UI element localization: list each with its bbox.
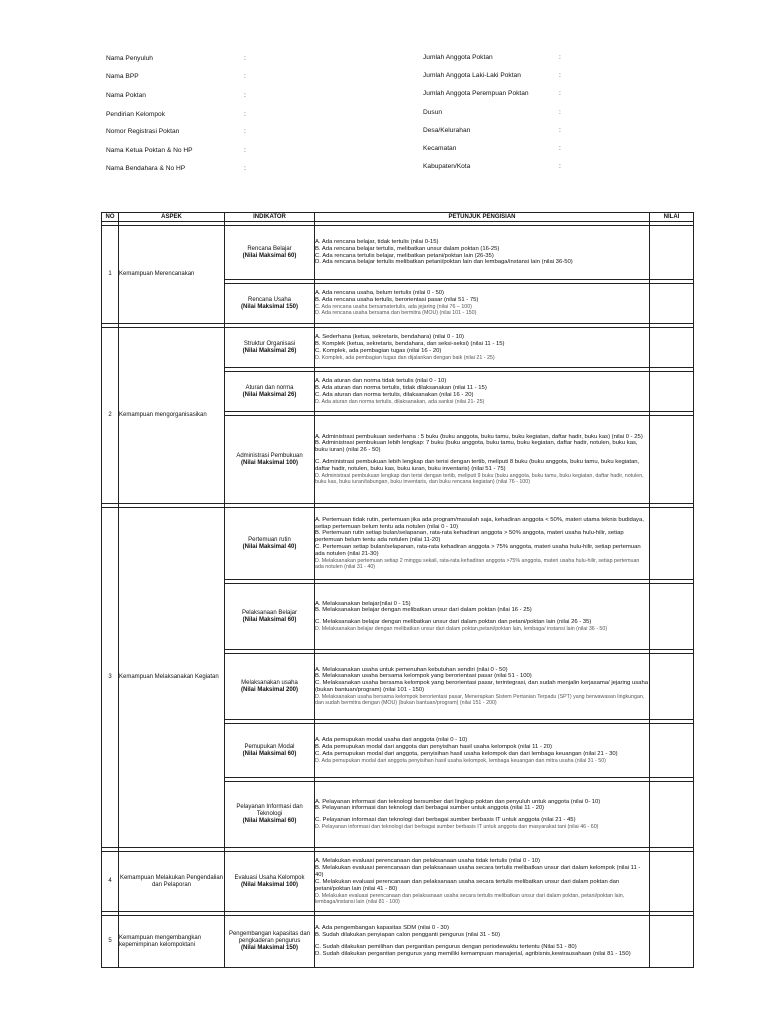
petunjuk-cell [315, 782, 650, 848]
criteria-item: C. Ada pemupukan modal dari anggota, penyisihan hasil usaha kelompok dan dari lembaga keuangan (nilai 21 - 30) [315, 750, 618, 757]
indikator-cell [225, 916, 315, 968]
indikator-cell [225, 284, 315, 324]
criteria-item: A. Melakukan evaluasi perencanaan dan pelaksanaan usaha tidak tertulis (nilai 0 - 10) [315, 858, 540, 865]
field-label: Dusun [423, 109, 443, 116]
indikator-cell [225, 654, 315, 720]
indikator-name: Pertemuan rutin [248, 536, 291, 543]
field-colon: : [559, 90, 561, 97]
petunjuk-cell [315, 226, 650, 280]
indikator-name: Pelayanan Informasi dan Teknologi [236, 804, 303, 818]
nilai-cell[interactable] [650, 852, 694, 912]
criteria-item: A. Melaksanakan belajar(nilai 0 - 15) [315, 600, 411, 607]
criteria-item: D. Komplek, ada pembagian tugas dan dijalankan dengan baik (nilai 21 - 25) [315, 354, 495, 361]
table-row [102, 508, 694, 580]
indikator-name: Pengembangan kapasitas dan pengkaderan pengurus [228, 931, 311, 945]
criteria-item: D. Ada rencana usaha bersama dan bermitra (MOU) (nilai 101 - 150) [315, 310, 477, 317]
indikator-max: (Nilai Maksimal 200) [240, 686, 299, 693]
indikator-max: (Nilai Maksimal 40) [242, 543, 297, 550]
petunjuk-cell [315, 584, 650, 650]
nilai-cell[interactable] [650, 416, 694, 504]
row-number: 5 [102, 916, 119, 968]
field-label: Desa/Kelurahan [423, 127, 471, 134]
criteria-item: D. Melakukan evaluasi perencanaan dan pelaksanaan usaha secara tertulis melibatkan unsur dari dalam poktan, petani/poktan lain, lembaga/instansi lain (nilai 81 - 100) [315, 892, 625, 905]
header-aspek: ASPEK [119, 213, 225, 222]
criteria-item: B. Sudah dilakukan penyiapan calon pengganti pengurus (nilai 31 - 50) [315, 932, 501, 939]
nilai-cell[interactable] [650, 328, 694, 368]
petunjuk-cell [315, 852, 650, 912]
header-nilai: NILAI [650, 213, 694, 222]
indikator-name: Pelaksanaan Belajar [241, 609, 298, 616]
header-indikator: INDIKATOR [225, 213, 315, 222]
field-colon: : [244, 55, 246, 62]
table-row [102, 328, 694, 368]
nilai-cell[interactable] [650, 724, 694, 778]
petunjuk-cell [315, 372, 650, 412]
criteria-item: D. Ada aturan dan norma tertulis, dilaksanakan, ada sanksi (nilai 21- 25) [315, 398, 485, 405]
indikator-cell [225, 372, 315, 412]
field-colon: : [559, 109, 561, 116]
criteria-item: A. Melaksanakan usaha untuk pemenuhan kebutuhan sendiri (nilai 0 - 50) [315, 666, 508, 673]
petunjuk-cell [315, 724, 650, 778]
criteria-item: A. Ada pemupukan modal usaha dari anggota (nilai 0 - 10) [315, 737, 468, 744]
petunjuk-cell [315, 654, 650, 720]
indikator-name: Aturan dan norma [245, 384, 294, 391]
criteria-item: C. Ada rencana usaha bersamatertulis, ada jejaring (nilai 76 – 100) [315, 304, 472, 311]
table-row [102, 226, 694, 280]
indikator-max: (Nilai Maksimal 100) [240, 881, 299, 888]
indikator-max: (Nilai Maksimal 150) [240, 303, 299, 310]
field-label: Nama BPP [106, 73, 139, 80]
field-label: Kecamatan [423, 145, 457, 152]
field-colon: : [244, 92, 246, 99]
indikator-name: Rencana Belajar [247, 245, 292, 252]
indikator-cell [225, 226, 315, 280]
field-label: Pendirian Kelompok [106, 111, 166, 118]
indikator-name: Administrasi Pembukuan [236, 452, 303, 459]
field-label: Nama Bendahara & No HP [106, 165, 186, 172]
table-row [102, 916, 694, 968]
criteria-item: B. Ada aturan dan norma tertulis, tidak dilaksanakan (nilai 11 - 15) [315, 384, 487, 391]
aspek-cell: Kemampuan mengembangkan kepemimpinan kelompoktani [119, 916, 225, 968]
indikator-max: (Nilai Maksimal 60) [242, 252, 297, 259]
field-label: Nama Ketua Poktan & No HP [106, 147, 193, 154]
indikator-max: (Nilai Maksimal 60) [242, 817, 297, 824]
criteria-item: D. Ada pemupukan modal dari anggota penyisihan hasil usaha kelompok, lembaga keuangan dan mitra usaha (nilai 31 - 50) [315, 757, 606, 764]
nilai-cell[interactable] [650, 284, 694, 324]
field-label: Jumlah Anggota Perempuan Poktan [423, 90, 529, 97]
table-header-row [102, 213, 694, 222]
row-number: 4 [102, 852, 119, 912]
aspek-cell: Kemampuan mengorganisasikan [119, 328, 225, 504]
nilai-cell[interactable] [650, 584, 694, 650]
field-label: Nama Penyuluh [106, 55, 153, 62]
indikator-name: Rencana Usaha [247, 296, 292, 303]
indikator-max: (Nilai Maksimal 60) [242, 750, 297, 757]
indikator-max: (Nilai Maksimal 100) [240, 459, 299, 466]
criteria-item: A. Ada rencana usaha, belum tertulis (nilai 0 - 50) [315, 290, 445, 297]
field-label: Kabupaten/Kota [423, 163, 471, 170]
header-petunjuk: PETUNJUK PENGISIAN [315, 213, 650, 222]
field-colon: : [244, 147, 246, 154]
header-no: NO [102, 213, 119, 222]
indikator-cell [225, 724, 315, 778]
assessment-table [101, 212, 694, 968]
criteria-item: A. Ada rencana belajar, tidak tertulis (nilai 0-15) [315, 238, 439, 245]
indikator-name: Melaksanakan usaha [241, 679, 298, 686]
indikator-cell [225, 852, 315, 912]
criteria-item: B. Melaksanakan usaha bersama kelompok yang berorientasi pasar (nilai 51 - 100) [315, 673, 532, 680]
row-number: 3 [102, 508, 119, 848]
aspek-cell: Kemampuan Melakukan Pengendalian dan Pelaporan [119, 852, 225, 912]
indikator-name: Pemupukan Modal [244, 743, 295, 750]
row-number: 2 [102, 328, 119, 504]
field-colon: : [559, 54, 561, 61]
field-label: Nama Poktan [106, 92, 146, 99]
petunjuk-cell [315, 916, 650, 968]
indikator-cell [225, 782, 315, 848]
criteria-item: B. Melakukan evaluasi perencanaan dan pelaksanaan usaha secara tertulis melibatkan unsur dari dalam kelompok (nilai 11 - 40) [315, 864, 641, 878]
criteria-item: C. Pertemuan setiap bulan/selapanan, rata-rata kehadiran anggota > 75% anggota, materi usaha hulu-hilir, setiap pertemuan ada notulen (nilai 21-30) [315, 544, 641, 558]
criteria-item: D. Pelayanan informasi dan teknologi dari berbagai sumber berbasis IT untuk anggota dan masyarakat tani (nilai 46 - 60) [315, 824, 599, 831]
criteria-item: A. Pertemuan tidak rutin, pertemuan jika ada program/masalah saja, kehadiran anggota < 50%, materi utama teknis budidaya, setiap pertemuan belum tentu ada notulen (nilai 0 - 10) [315, 516, 644, 530]
field-colon: : [559, 127, 561, 134]
criteria-item: B. Pelayanan informasi dan teknologi dari berbagai sumber untuk anggota (nilai 11 - 20) [315, 805, 545, 812]
criteria-item: A. Ada pengembangan kapasitas SDM (nilai 0 - 30) [315, 925, 449, 932]
criteria-item: C. Melakukan evaluasi perencanaan dan pelaksanaan usaha secara tertulis melibatkan unsur dari dalam poktan dan petani/poktan lain (nilai 41 - 80) [315, 878, 620, 892]
field-label: Jumlah Anggota Poktan [423, 54, 493, 61]
criteria-item: C. Sudah dilakukan pemilihan dan pergantian pengurus dengan periodewaktu tertentu (Nilai 51 - 80) [315, 944, 577, 950]
nilai-cell[interactable] [650, 654, 694, 720]
criteria-item: D. Melaksanakan usaha bersama kelompok berorientasi pasar, Menerapkan Sistem Pertanian Terpadu (SPT) yang berwawasan lingkungan, dan sudah bermitra dengan (MOU) (bukan bantuan/program) (nilai 151 - 200) [315, 694, 645, 707]
criteria-item: B. Melaksanakan belajar dengan melibatkan unsur dari dalam poktan (nilai 16 - 25) [315, 607, 532, 614]
criteria-item: C. Ada rencana tertulis belajar, melibatkan petani/poktan lain (26-35) [315, 252, 494, 259]
indikator-max: (Nilai Maksimal 150) [240, 944, 299, 951]
criteria-item: B. Ada pemupukan modal dari anggota dan penyisihan hasil usaha kelompok (nilai 11 - 20) [315, 743, 552, 750]
field-colon: : [559, 72, 561, 79]
criteria-item: D. Melaksanakan belajar dengan melibatkan unsur dari dalam poktan,petani/poktan lain, lembaga/ instansi lain (nilai 36 - 50) [315, 626, 608, 633]
petunjuk-cell [315, 284, 650, 324]
table-row [102, 852, 694, 912]
indikator-cell [225, 328, 315, 368]
criteria-item: A. Ada aturan dan norma tidak tertulis (nilai 0 - 10) [315, 378, 447, 385]
criteria-item: A. Administrasi pembukuan sederhana : 5 buku (buku anggota, buku tamu, buku kegiatan, daftar hadir, buku kas) (nilai 0 - 25) [315, 433, 643, 440]
petunjuk-cell [315, 416, 650, 504]
nilai-cell[interactable] [650, 226, 694, 280]
criteria-item: B. Ada rencana belajar tertulis, melibatkan unsur dalam poktan (16-25) [315, 245, 500, 252]
criteria-item: B. Pertemuan rutin setiap bulan/selapanan, rata-rata kehadiran anggota > 50% anggota, materi usaha hulu-hilir, setiap pertemuan belum tentu ada notulen (nilai 11-20) [315, 530, 624, 544]
criteria-item: A. Sederhana (ketua, sekretaris, bendahara) (nilai 0 - 10) [315, 334, 464, 341]
aspek-cell: Kemampuan Melaksanakan Kegiatan [119, 508, 225, 848]
field-label: Jumlah Anggota Laki-Laki Poktan [423, 72, 521, 79]
criteria-item: C. Administrasi pembukuan lebih lengkap dan terisi dengan tertib, meliputi 8 buku (buku anggota, buku tamu, buku kegiatan, daftar hadir, notulen, buku kas, buku iuran, buku inventaris) (nilai 51 - 75) [315, 459, 640, 473]
criteria-item: B. Komplek (ketua, sekretaris, bendahara, dan seksi-seksi) (nilai 11 - 15) [315, 340, 505, 347]
criteria-item: C. Ada aturan dan norma tertulis, dilaksanakan (nilai 16 - 20) [315, 391, 474, 398]
indikator-max: (Nilai Maksimal 26) [242, 391, 297, 398]
criteria-item: D. Melaksanakan pertemuan setiap 2 minggu sekali, rata-rata kehadiran anggota >75% anggota, materi usaha hulu-hilir, setiap pertemuan ada notulen (nilai 31 - 40) [315, 558, 640, 571]
field-colon: : [244, 73, 246, 80]
field-colon: : [244, 165, 246, 172]
criteria-item: D. Administrasi pembukuan lengkap dan terisi dengan tertib, meliputi 9 buku (buku anggota, buku tamu, buku kegiatan, daftar hadir, notulen, buku kas, buku iuran/tabungan, buku inventaris, dan buku rencana kegiatan) (nilai 76 - 100) [315, 473, 644, 486]
indikator-name: Evaluasi Usaha Kelompok [234, 874, 305, 881]
field-colon: : [559, 145, 561, 152]
petunjuk-cell [315, 508, 650, 580]
indikator-max: (Nilai Maksimal 26) [242, 347, 297, 354]
field-colon: : [244, 128, 246, 135]
indikator-name: Struktur Organisasi [243, 340, 296, 347]
indikator-cell [225, 416, 315, 504]
nilai-cell[interactable] [650, 508, 694, 580]
criteria-item: B. Administrasi pembukuan lebih lengkap: 7 buku (buku anggota, buku tamu, buku kegiatan, daftar hadir, notulen, buku kas, buku iuran) (nilai 26 - 50) [315, 440, 638, 454]
nilai-cell[interactable] [650, 916, 694, 968]
criteria-item: B. Ada rencana usaha tertulis, berorientasi pasar (nilai 51 - 75) [315, 297, 479, 304]
criteria-item: C. Melaksanakan belajar dengan melibatkan unsur dari dalam poktan dan petani/poktan lain (nilai 26 - 35) [315, 619, 592, 626]
criteria-item: D. Sudah dilakukan pergantian pengurus yang memiliki kemampuan manajerial, agribisnis,kewirausahaan (nilai 81 - 150) [315, 950, 631, 957]
indikator-cell [225, 508, 315, 580]
field-colon: : [559, 163, 561, 170]
petunjuk-cell [315, 328, 650, 368]
nilai-cell[interactable] [650, 372, 694, 412]
aspek-cell: Kemampuan Merencanakan [119, 226, 225, 324]
criteria-item: A. Pelayanan informasi dan teknologi bersumber dari lingkup poktan dan penyuluh untuk anggota (nilai 0- 10) [315, 798, 601, 805]
field-label: Nomor Registrasi Poktan [106, 128, 180, 135]
row-number: 1 [102, 226, 119, 324]
indikator-max: (Nilai Maksimal 60) [242, 616, 297, 623]
field-colon: : [244, 111, 246, 118]
nilai-cell[interactable] [650, 782, 694, 848]
indikator-cell [225, 584, 315, 650]
criteria-item: C. Pelayanan informasi dan teknologi dari berbagai sumber berbasis IT untuk anggota (nilai 21 - 45) [315, 817, 576, 824]
criteria-item: C. Komplek, ada pembagian tugas (nilai 16 - 20) [315, 347, 442, 354]
criteria-item: D. Ada rencana belajar tertulis melibatkan petani/poktan lain dan lembaga/instansi lain (nilai 36-50) [315, 259, 573, 266]
criteria-item: C. Melaksanakan usaha bersama kelompok yang berorientasi pasar, terintegrasi, dan sudah menjalin kerjasama/ jejaring usaha (bukan bantuan/program) (nilai 101 - 150) [315, 680, 649, 694]
